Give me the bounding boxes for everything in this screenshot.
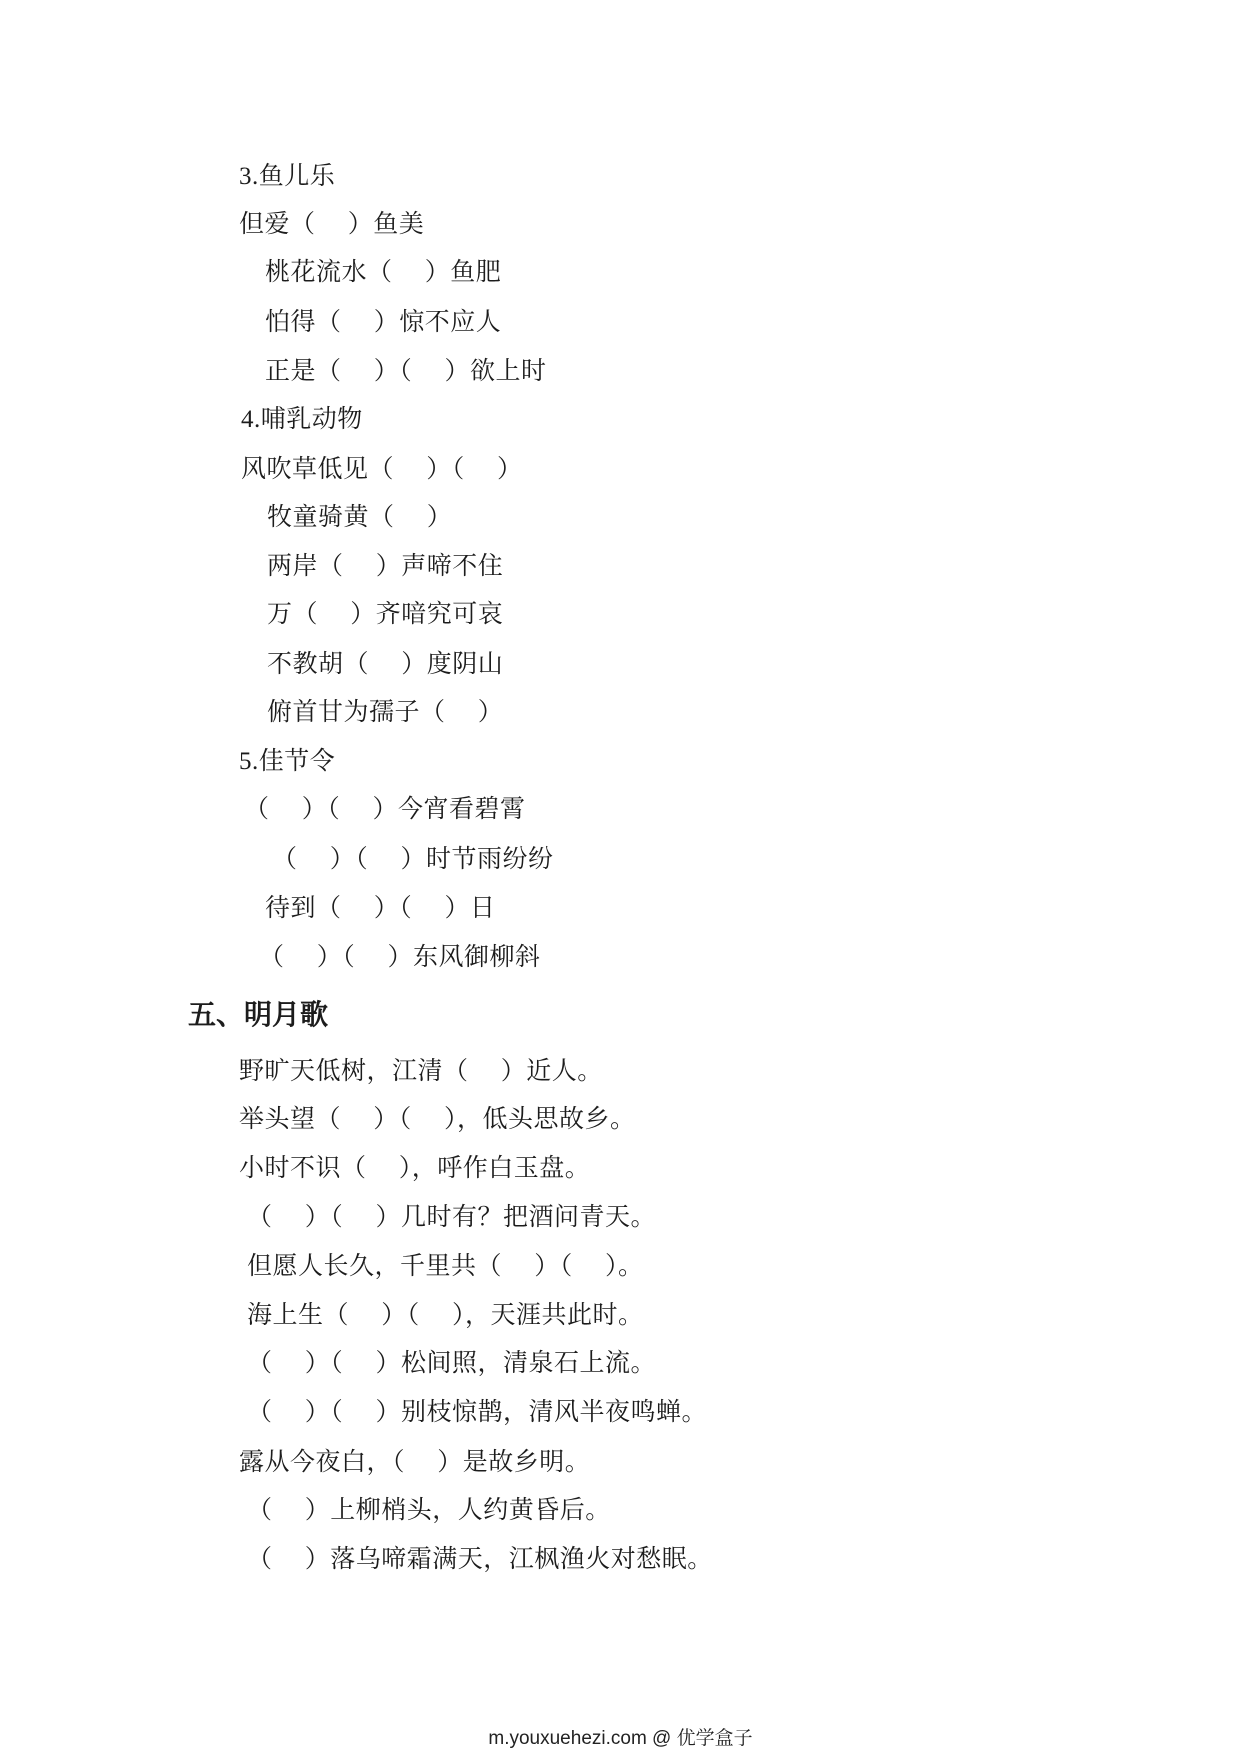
poem-line: （ ）上柳梢头，人约黄昏后。	[247, 1497, 611, 1524]
poem-line: 海上生（ ）（ ），天涯共此时。	[247, 1302, 644, 1329]
poem-line: （ ）（ ）时节雨纷纷	[272, 846, 554, 873]
poem-line: 露从今夜白，（ ）是故乡明。	[239, 1449, 591, 1476]
poem-line: （ ）（ ）松间照，清泉石上流。	[247, 1350, 657, 1377]
poem-line: 俯首甘为孺子（ ）	[267, 699, 504, 726]
poem-line: 万（ ）齐喑究可哀	[267, 601, 504, 628]
poem-line: 桃花流水（ ）鱼肥	[265, 259, 502, 286]
poem-line: 野旷天低树，江清（ ）近人。	[239, 1058, 603, 1085]
poem-line: 两岸（ ）声啼不住	[267, 553, 504, 580]
poem-line: 怕得（ ）惊不应人	[265, 309, 502, 336]
section-title: 五、明月歌	[188, 999, 329, 1030]
poem-line: 但愿人长久，千里共（ ）（ ）。	[247, 1253, 644, 1280]
poem-line: 小时不识（ ），呼作白玉盘。	[239, 1155, 591, 1182]
poem-line: （ ）落乌啼霜满天，江枫渔火对愁眠。	[247, 1546, 713, 1573]
poem-line: 但爱（ ）鱼美	[239, 211, 425, 238]
footer-source: m.youxuehezi.com @ 优学盒子	[488, 1728, 753, 1749]
poem-line: （ ）（ ）别枝惊鹊，清风半夜鸣蝉。	[247, 1399, 708, 1426]
group-heading-fish: 3.鱼儿乐	[239, 163, 336, 190]
group-heading-festivals: 5.佳节令	[239, 748, 336, 775]
group-heading-mammals: 4.哺乳动物	[241, 406, 363, 433]
poem-line: 举头望（ ）（ ），低头思故乡。	[239, 1106, 636, 1133]
poem-line: （ ）（ ）东风御柳斜	[259, 944, 541, 971]
poem-line: 正是（ ）（ ）欲上时	[265, 358, 547, 385]
poem-line: （ ）（ ）今宵看碧霄	[244, 796, 526, 823]
poem-line: 风吹草低见（ ）（ ）	[241, 456, 523, 483]
poem-line: 待到（ ）（ ）日	[265, 895, 496, 922]
poem-line: 不教胡（ ）度阴山	[267, 651, 504, 678]
poem-line: （ ）（ ）几时有？把酒问青天。	[247, 1204, 657, 1231]
poem-line: 牧童骑黄（ ）	[267, 504, 453, 531]
